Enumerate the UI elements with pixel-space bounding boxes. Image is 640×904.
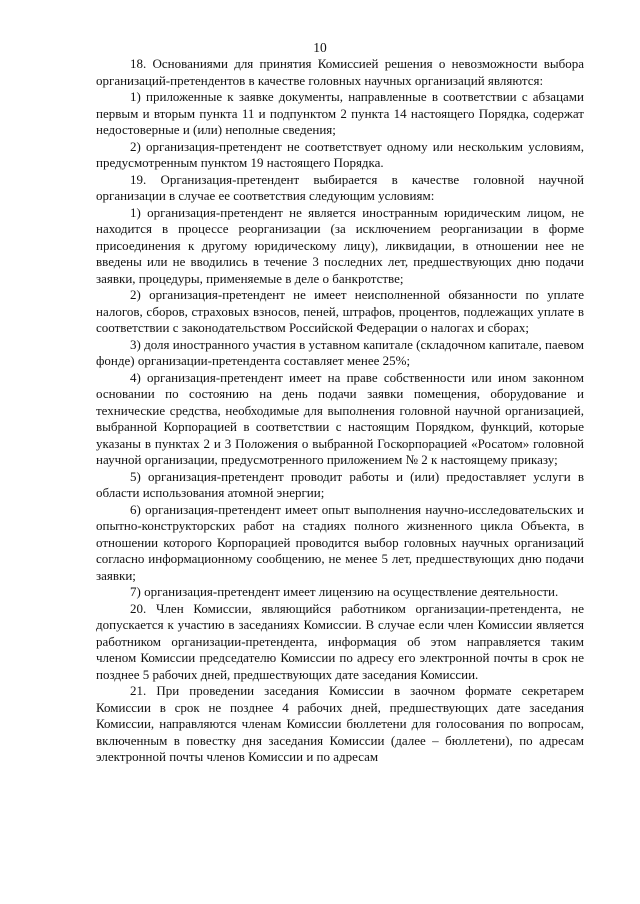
paragraph-20: 20. Член Комиссии, являющийся работником организации-претендента, не допускается к участию в заседаниях Комиссии. В случае если член Комиссии является работником организации-претендента, информация об этом направляется таким членом Комиссии председателю Комиссии по адресу его электронной почты в срок не позднее 5 рабочих дней, предшествующих дате заседания Комиссии. (96, 600, 584, 682)
paragraph-18-item-2: 2) организация-претендент не соответствует одному или нескольким условиям, предусмотренным пунктом 19 настоящего Порядка. (96, 138, 584, 170)
paragraph-18-item-1: 1) приложенные к заявке документы, направленные в соответствии с абзацами первым и вторым пункта 11 и подпунктом 2 пункта 14 настоящего Порядка, содержат недостоверные и (или) неполные сведения; (96, 89, 584, 137)
paragraph-19-item-6: 6) организация-претендент имеет опыт выполнения научно-исследовательских и опытно-конструкторских работ на стадиях полного жизненного цикла Объекта, в отношении которого Корпорацией проводится выбор головных научных организаций согласно информационному сообщению, не менее 5 лет, предшествующих дню подачи заявки; (96, 501, 584, 583)
paragraph-19-item-1: 1) организация-претендент не является иностранным юридическим лицом, не находится в процессе реорганизации (за исключением реорганизации в форме присоединения к другому юридическому лицу), ликвидации, в отношении нее не введены или не вводились в течение 3 последних лет, предшествующих дню подачи заявки, процедуры, применяемые в деле о банкротстве; (96, 204, 584, 286)
page-number: 10 (313, 40, 327, 55)
paragraph-19-item-2: 2) организация-претендент не имеет неисполненной обязанности по уплате налогов, сборов, страховых взносов, пеней, штрафов, процентов, подлежащих уплате в соответствии с законодательством Российской Федерации о налогах и сборах; (96, 287, 584, 335)
document-body (96, 56, 584, 766)
paragraph-19-item-7: 7) организация-претендент имеет лицензию на осуществление деятельности. (130, 584, 559, 599)
paragraph-21: 21. При проведении заседания Комиссии в заочном формате секретарем Комиссии в срок не позднее 4 рабочих дней, предшествующих дате заседания Комиссии, направляются членам Комиссии бюллетени для голосования по вопросам, включенным в повестку дня заседания Комиссии (далее – бюллетени), по адресам электронной почты членов Комиссии и по адресам (96, 683, 584, 764)
paragraph-18: 18. Основаниями для принятия Комиссией решения о невозможности выбора организаций-претендентов в качестве головных научных организаций являются: (96, 56, 584, 88)
paragraph-19: 19. Организация-претендент выбирается в качестве головной научной организации в случае ее соответствия следующим условиям: (96, 171, 584, 203)
paragraph-19-item-5: 5) организация-претендент проводит работы и (или) предоставляет услуги в области использования атомной энергии; (96, 468, 584, 500)
paragraph-19-item-4: 4) организация-претендент имеет на праве собственности или ином законном основании по состоянию на день подачи заявки помещения, оборудование и технические средства, необходимые для выполнения головной научной организацией, выбранной Корпорацией в соответствии с настоящим Порядком, функций, которые указаны в пунктах 2 и 3 Положения о выбранной Госкорпорацией «Росатом» головной научной организации, предусмотренного приложением № 2 к настоящему приказу; (96, 369, 584, 467)
paragraph-19-item-3: 3) доля иностранного участия в уставном капитале (складочном капитале, паевом фонде) организации-претендента составляет менее 25%; (96, 336, 584, 368)
